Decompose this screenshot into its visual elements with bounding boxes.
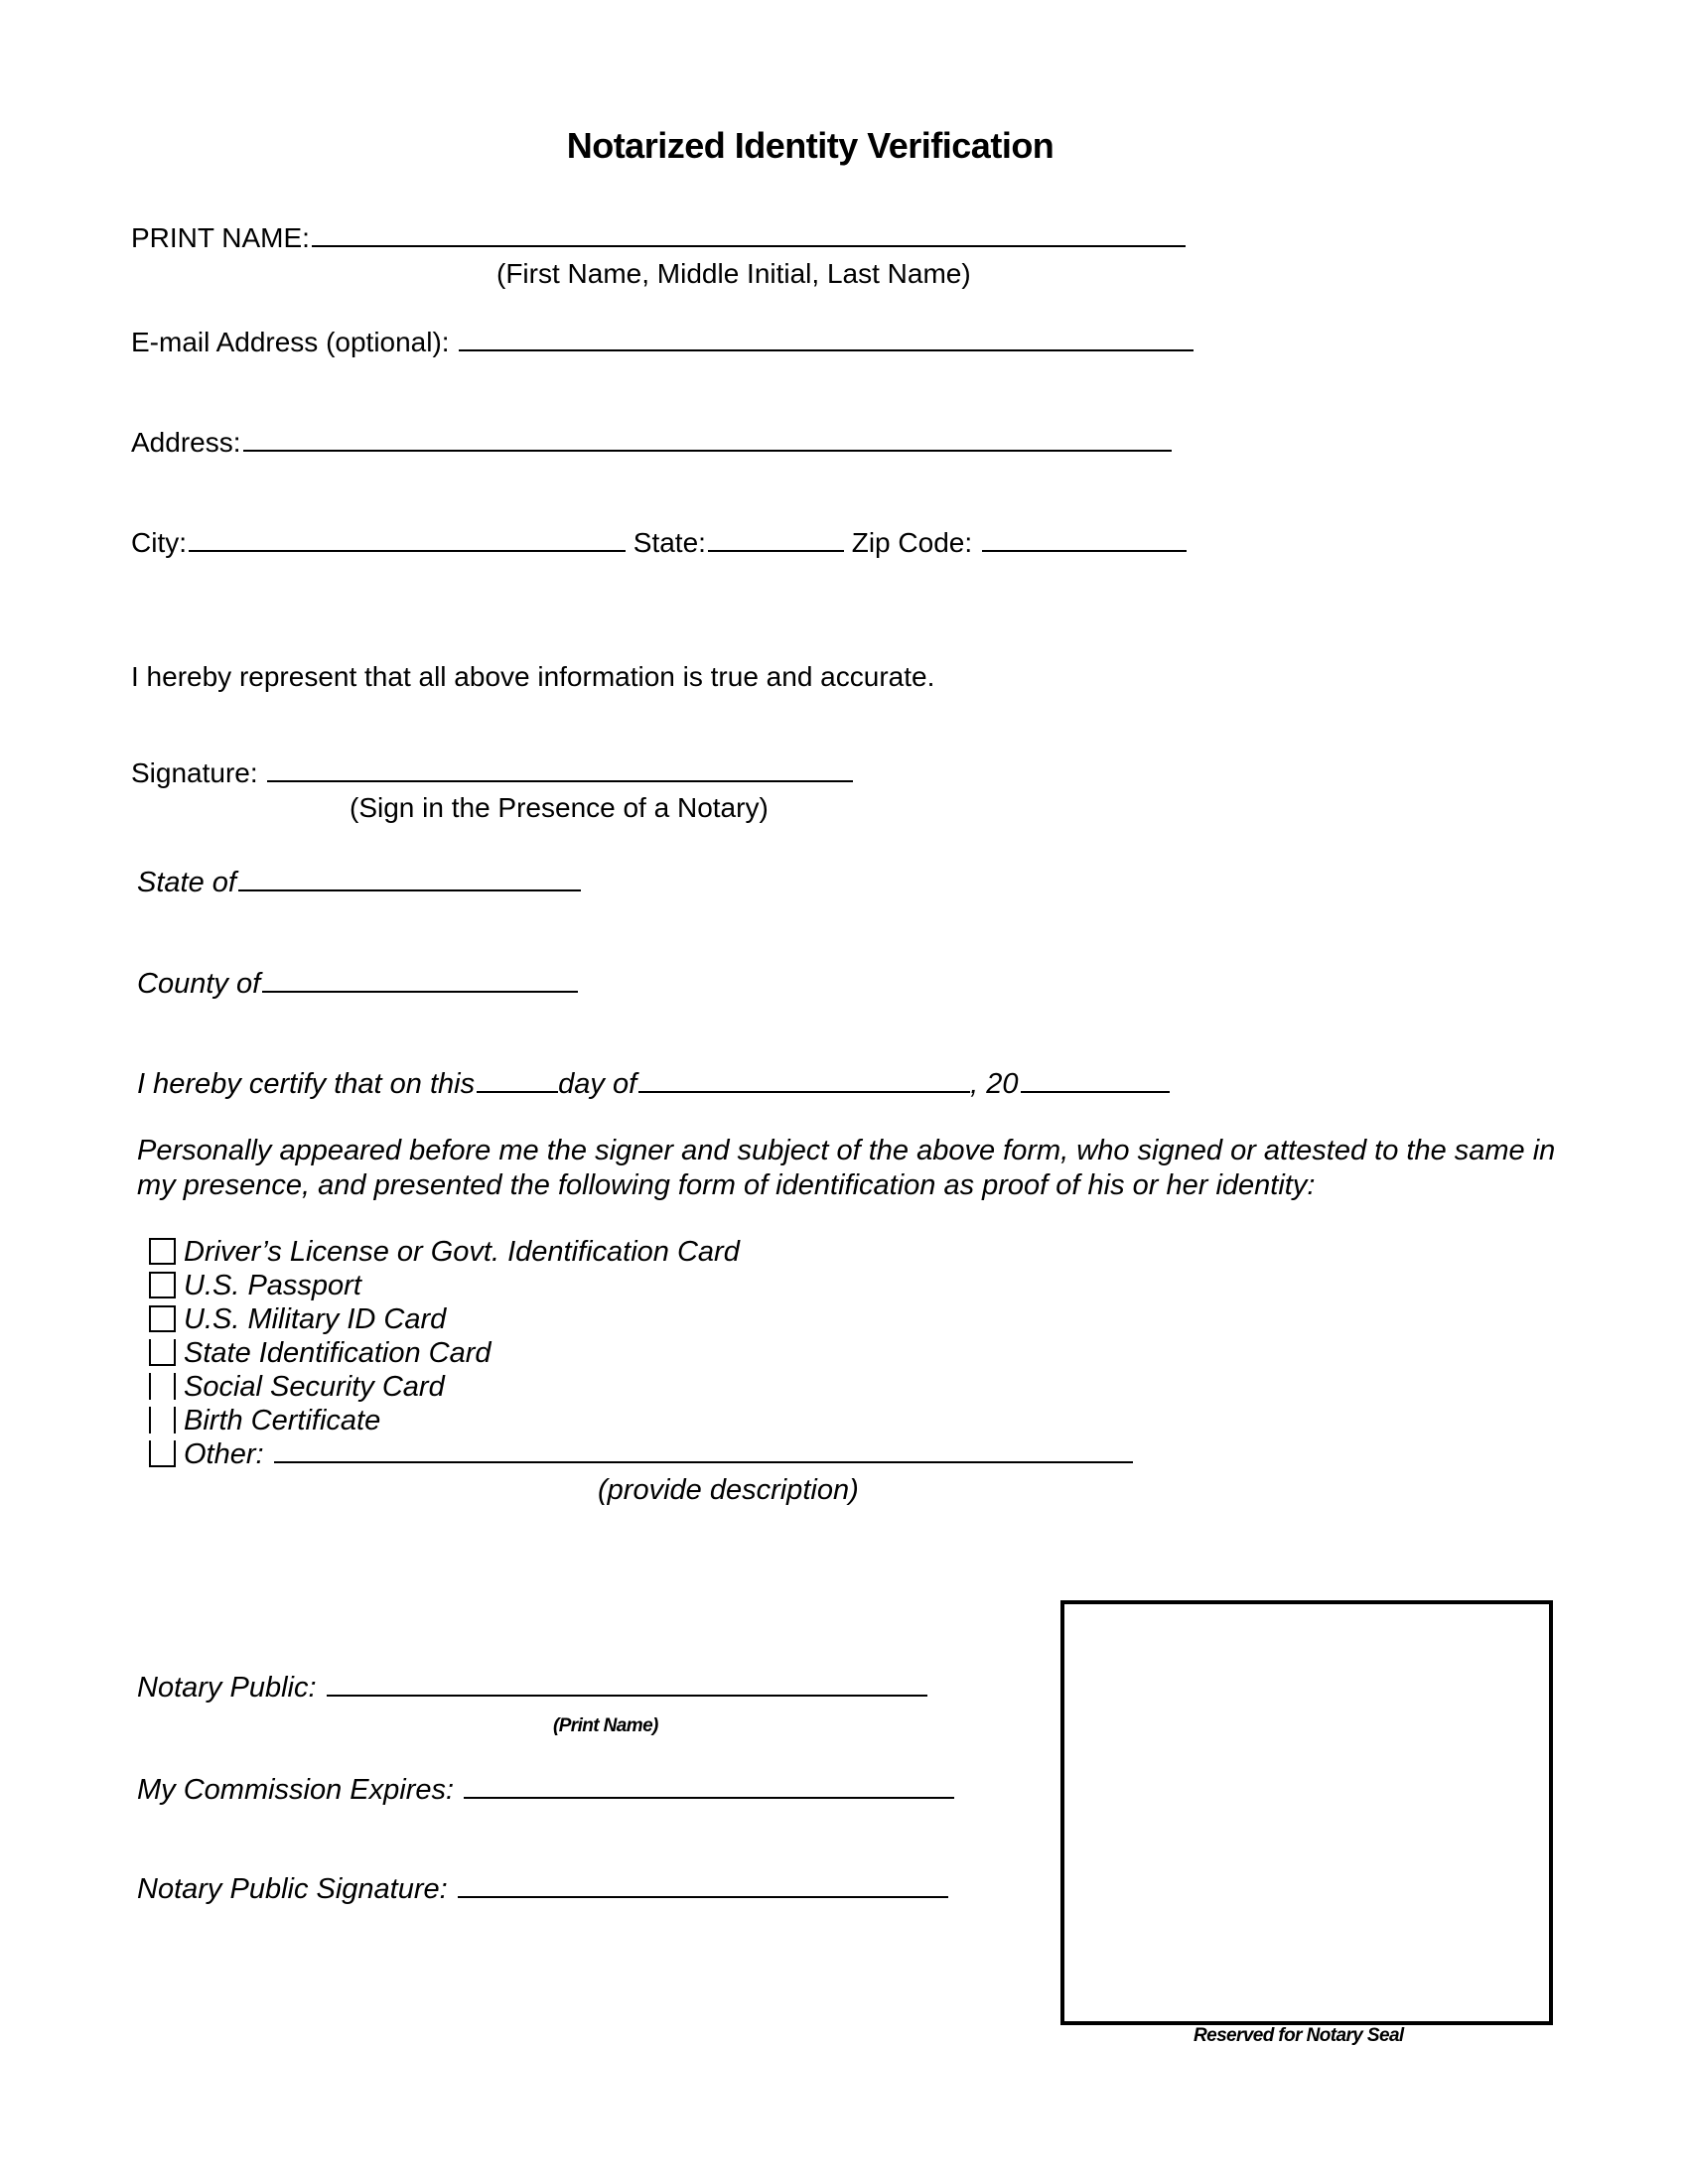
city-state-zip-row <box>131 527 1187 559</box>
id-option-label: Social Security Card <box>184 1371 445 1403</box>
notary-signature-label: Notary Public Signature: <box>137 1873 448 1905</box>
email-input-line[interactable] <box>459 348 1194 351</box>
state-of-row <box>137 867 581 899</box>
county-of-input-line[interactable] <box>262 990 578 993</box>
id-option-drivers-license <box>149 1236 740 1269</box>
state-of-label: State of <box>137 867 236 898</box>
appeared-line-1: Personally appeared before me the signer and subject of the above form, who signed or attested to the same in <box>137 1135 1556 1166</box>
signature-row <box>131 757 853 789</box>
certify-day-input-line[interactable] <box>477 1090 558 1093</box>
signature-label: Signature: <box>131 757 258 788</box>
appeared-line-2: my presence, and presented the following form of identification as proof of his or her identity: <box>137 1169 1316 1201</box>
state-of-input-line[interactable] <box>238 888 581 891</box>
id-option-social-security <box>149 1371 445 1404</box>
other-description-input-line[interactable] <box>274 1460 1133 1463</box>
page-title: Notarized Identity Verification <box>566 125 1055 166</box>
checkbox-birth-certificate[interactable] <box>149 1407 176 1433</box>
id-option-label: U.S. Passport <box>184 1270 361 1301</box>
other-description-hint: (provide description) <box>598 1474 859 1506</box>
county-of-label: County of <box>137 968 261 1000</box>
county-of-row <box>137 968 578 1001</box>
id-option-label: Birth Certificate <box>184 1405 381 1436</box>
certify-prefix: I hereby certify that on this <box>137 1068 476 1100</box>
zip-label: Zip Code: <box>851 527 973 558</box>
id-option-label: Driver’s License or Govt. Identification Card <box>184 1236 740 1268</box>
id-option-other <box>149 1438 1133 1471</box>
commission-expires-row <box>137 1774 954 1807</box>
checkbox-military-id[interactable] <box>149 1305 176 1332</box>
id-option-label: State Identification Card <box>184 1337 492 1369</box>
commission-expires-label: My Commission Expires: <box>137 1774 455 1806</box>
id-option-passport <box>149 1270 361 1302</box>
id-option-label: Other: <box>184 1438 264 1470</box>
checkbox-passport[interactable] <box>149 1272 176 1298</box>
state-input-line[interactable] <box>708 549 844 552</box>
print-name-hint: (First Name, Middle Initial, Last Name) <box>496 258 971 289</box>
notary-print-name-hint: (Print Name) <box>553 1715 658 1736</box>
address-label: Address: <box>131 427 241 458</box>
signature-hint: (Sign in the Presence of a Notary) <box>350 792 769 823</box>
certify-year-prefix: , 20 <box>970 1068 1019 1100</box>
print-name-row <box>131 222 1186 254</box>
address-input-line[interactable] <box>243 449 1172 452</box>
commission-expires-input-line[interactable] <box>464 1796 954 1799</box>
certify-year-input-line[interactable] <box>1021 1090 1170 1093</box>
zip-input-line[interactable] <box>982 549 1187 552</box>
id-option-state-id <box>149 1337 492 1370</box>
print-name-label: PRINT NAME: <box>131 222 310 253</box>
checkbox-drivers-license[interactable] <box>149 1238 176 1265</box>
certify-month-input-line[interactable] <box>638 1090 970 1093</box>
notary-seal-box <box>1060 1600 1553 2025</box>
id-option-label: U.S. Military ID Card <box>184 1303 447 1335</box>
print-name-input-line[interactable] <box>312 244 1186 247</box>
city-label: City: <box>131 527 187 558</box>
seal-caption: Reserved for Notary Seal <box>1194 2025 1404 2046</box>
notary-signature-input-line[interactable] <box>458 1895 948 1898</box>
id-option-military-id <box>149 1303 446 1336</box>
certify-day-of: day of <box>558 1068 637 1100</box>
city-input-line[interactable] <box>189 549 626 552</box>
checkbox-state-id[interactable] <box>149 1339 176 1366</box>
id-option-birth-certificate <box>149 1405 380 1437</box>
notary-signature-row <box>137 1873 948 1906</box>
state-label: State: <box>633 527 706 558</box>
email-row <box>131 327 1194 358</box>
address-row <box>131 427 1172 459</box>
email-label: E-mail Address (optional): <box>131 327 450 357</box>
certify-row <box>137 1068 1170 1101</box>
signature-input-line[interactable] <box>267 779 853 782</box>
checkbox-social-security[interactable] <box>149 1373 176 1400</box>
notary-public-label: Notary Public: <box>137 1672 317 1704</box>
notary-public-row <box>137 1672 927 1705</box>
checkbox-other[interactable] <box>149 1440 176 1467</box>
declaration-text: I hereby represent that all above information is true and accurate. <box>131 661 935 692</box>
notary-public-name-input-line[interactable] <box>327 1694 927 1697</box>
